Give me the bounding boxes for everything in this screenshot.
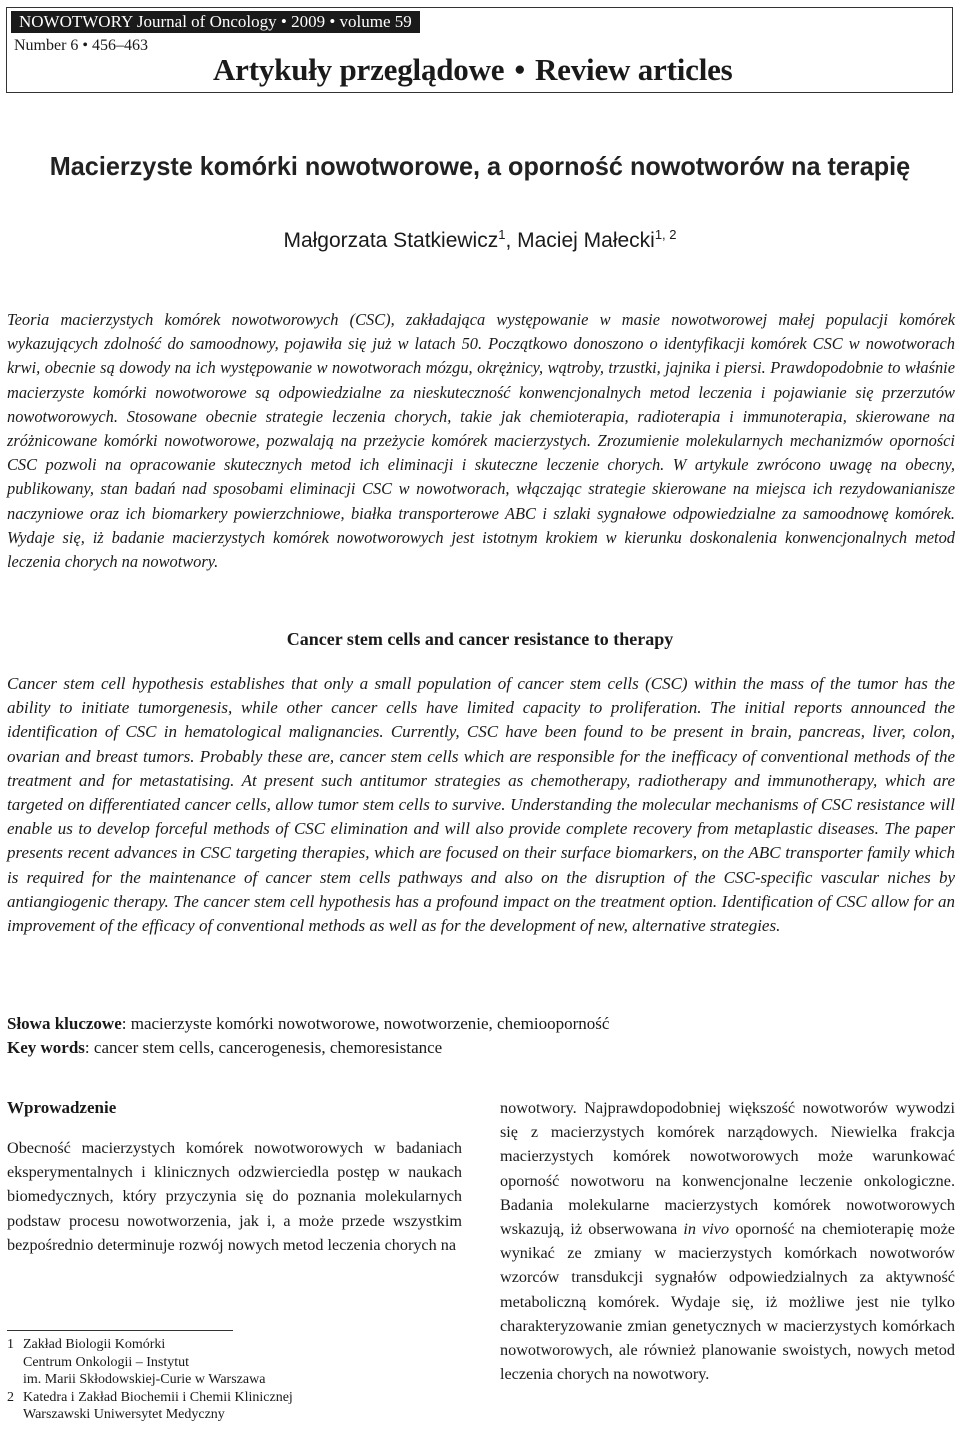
article-title: Macierzyste komórki nowotworowe, a oporność nowotworów na terapię <box>49 151 911 181</box>
section-heading-en: Review articles <box>535 52 733 87</box>
section-heading-pl: Artykuły przeglądowe <box>213 52 505 87</box>
abstract-english: Cancer stem cell hypothesis establishes that only a small population of cancer stem cells (CSC) within the mass of the tumor has the ability to initiate tumorgenesis, while other cancer cells have limited capacity to proliferation. The initial reports announced the identification of CSC in hematological malignancies. Currently, CSC have been found to be present in brain, pancreas, liver, colon, ovarian and breast tumors. Probably these are, cancer stem cells which are responsible for the inefficacy of conventional methods of the treatment and for metastatising. At present such antitumor strategies as chemotherapy, radiotherapy and immunotherapy, which are targeted on differentiated cancer cells, allow tumor stem cells to survive. Understanding the molecular mechanisms of CSC resistance will enable us to develop forceful methods of CSC elimination and will also provide complete recovery from metaplastic diseases. The paper presents recent advances in CSC targeting therapies, which are focused on their surface biomarkers, on the ABC transporter family which is required for the maintenance of cancer stem cells pathways and also on the disruption of the CSC-specific vascular niches by antiangiogenic therapy. The cancer stem cell hypothesis has a profound impact on the treatment option. Identification of CSC allow for an improvement of the efficacy of conventional methods as well as for the development of new, alternative strategies. <box>7 674 955 936</box>
body-column-left <box>7 1096 462 1257</box>
footnote-1 <box>7 1336 293 1354</box>
body-column-right <box>500 1096 955 1386</box>
footnote-indent <box>7 1371 23 1389</box>
author-1: Małgorzata Statkiewicz <box>283 229 499 252</box>
footnote-indent <box>7 1406 23 1424</box>
footnote-2-number: 2 <box>7 1389 14 1405</box>
keywords-english <box>7 1038 442 1058</box>
footnote-2-text-2: Warszawski Uniwersytet Medyczny <box>23 1407 225 1422</box>
section-separator: • <box>514 52 525 87</box>
intro-heading: Wprowadzenie <box>7 1098 117 1117</box>
intro-right-part-1: nowotwory. Najprawdopodobniej większość nowotworów wywodzi się z macierzystych komórek narządowych. Niewielka frakcja macierzystych komórek nowotworowych może warunkować oporność nowotworu na konwencjonalne leczenie onkologiczne. Badania molekularne macierzystych komórek nowotworowych wskazują, iż obserwowana <box>500 1099 955 1239</box>
footnote-1-number: 1 <box>7 1337 14 1352</box>
author-2-affiliation: 1, 2 <box>654 227 677 242</box>
author-line <box>0 229 960 253</box>
author-separator: , <box>505 229 518 252</box>
intro-right-part-2: oporność na chemioterapię może wynikać ze zmiany w macierzystych komórkach nowotworów wzorców transdukcji sygnałów odpowiedzialnych za aktywność metaboliczną komórek. Wydaje się, iż możliwe jest nie tylko charakteryzowanie zmian genetycznych w macierzystych komórkach nowotworowych, ale również planowanie swoistych, nowych metod leczenia chorych na nowotwory. <box>500 1220 955 1384</box>
keywords-english-label: Key words <box>7 1038 85 1057</box>
author-1-affiliation: 1 <box>498 227 506 242</box>
footnote-1-text-2: Centrum Onkologii – Instytut <box>23 1354 190 1370</box>
intro-paragraph-right <box>500 1096 955 1386</box>
footnote-2-text: Katedra i Zakład Biochemii i Chemii Klinicznej <box>23 1389 293 1405</box>
abstract-polish: Teoria macierzystych komórek nowotworowych (CSC), zakładająca występowanie w masie nowotworowej małej populacji komórek wykazujących zdolność do samoodnowy, pojawiła się już w latach 50. Początkowo donoszono o identyfikacji komórek CSC w nowotworach krwi, obecnie są dowody na ich występowanie w nowotworach mózgu, okrężnicy, wątroby, trzustki, jajnika i piersi. Prawdopodobnie to właśnie macierzyste komórki nowotworowe są odpowiedzialne za nieskuteczność konwencjonalnych metod leczenia i pojawianie się przerzutów nowotworowych. Stosowane obecnie strategie leczenia chorych, takie jak chemioterapia, radioterapia i immunoterapia, skierowane na zróżnicowane komórki nowotworowe, pozwalają na przeżycie komórek macierzystych. Zrozumienie molekularnych mechanizmów oporności CSC pozwoli na opracowanie skutecznych metod ich eliminacji i skuteczne leczenie chorych. W artykule zwrócono uwagę na obecny, publikowany, stan badań nad sposobami eliminacji CSC w nowotworach, włączając strategie skierowane na miejsca ich rezydowanianisze naczyniowe oraz ich biomarkery powierzchniowe, białka transporterowe ABC i szlaki sygnałowe odpowiedzialne za samoodnowę komórek. Wydaje się, iż badanie macierzystych komórek nowotworowych jest istotnym krokiem w kierunku doskonalenia konwencjonalnych metod leczenia chorych na nowotwory. <box>7 310 955 572</box>
footnote-1-text-3: im. Marii Skłodowskiej-Curie w Warszawa <box>23 1372 266 1387</box>
keywords-polish <box>7 1014 609 1034</box>
section-heading <box>213 52 733 88</box>
footnote-rule <box>7 1330 233 1331</box>
footnote-2 <box>7 1389 293 1407</box>
intro-right-italic: in vivo <box>683 1220 730 1239</box>
footnote-1-line-2 <box>7 1354 293 1372</box>
keywords-polish-label: Słowa kluczowe <box>7 1014 122 1033</box>
author-2: Maciej Małecki <box>517 229 655 252</box>
footnote-1-line-3 <box>7 1371 293 1389</box>
intro-paragraph-left: Obecność macierzystych komórek nowotworowych w badaniach eksperymentalnych i klinicznych odzwierciedla postęp w naukach biomedycznych, który przyczynia się do poznania molekularnych podstaw procesu nowotworzenia, jak i, a może przede wszystkim bezpośrednio determinuje rozwój nowych metod leczenia chorych na <box>7 1139 462 1254</box>
keywords-english-text: : cancer stem cells, cancerogenesis, chemoresistance <box>84 1038 443 1057</box>
keywords-polish-text: : macierzyste komórki nowotworowe, nowotworzenie, chemiooporność <box>121 1014 610 1033</box>
footnotes <box>7 1336 293 1424</box>
issue-number: Number 6 • 456–463 <box>14 37 149 54</box>
footnote-1-text: Zakład Biologii Komórki <box>23 1337 166 1352</box>
journal-name-banner: NOWOTWORY Journal of Oncology • 2009 • volume 59 <box>11 11 420 33</box>
footnote-2-line-2 <box>7 1406 293 1424</box>
english-title: Cancer stem cells and cancer resistance to therapy <box>286 629 674 649</box>
footnote-indent <box>7 1354 23 1372</box>
